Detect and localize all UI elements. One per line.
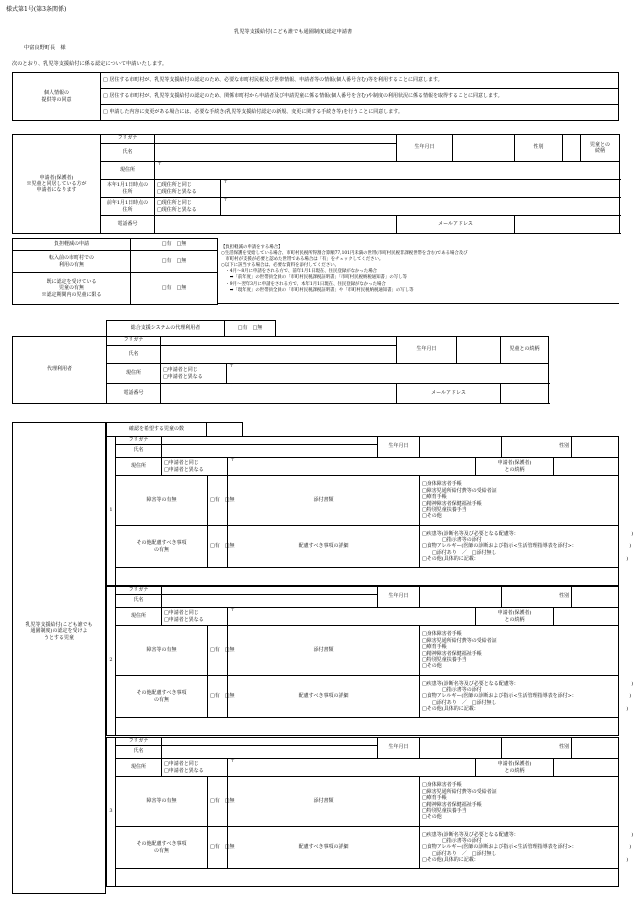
child-disability-label: 障害等の有無 (116, 626, 208, 676)
applicant-address-label: 現住所 (101, 162, 155, 180)
burden-label: 負担軽減の申請 (13, 239, 131, 251)
child-address-label: 現住所 (116, 458, 162, 476)
agent-name-label: 氏名 (107, 346, 161, 364)
child-address-choice[interactable]: □申請者と同じ □申請者と異なる (162, 608, 228, 626)
child-relation-label: 申請者(保護者) との続柄 (476, 608, 554, 626)
cert-choice[interactable]: □有 □無 (131, 273, 218, 305)
applicant-furigana-field[interactable] (155, 135, 397, 144)
child-disability-choice[interactable]: □有 □無 (208, 476, 228, 526)
moved-label: 転入前の市町村での 利用の有無 (13, 251, 131, 273)
agent-system-table (106, 320, 276, 337)
child-count-table (106, 422, 243, 437)
child-care-detail-label: 配慮すべき事項の詳細 (228, 827, 420, 869)
child-care-choice[interactable]: □有 □無 (208, 526, 228, 568)
child-block-3 (106, 737, 633, 887)
jan1-prev-address[interactable]: 〒 (221, 198, 620, 216)
child-furigana-field[interactable] (162, 587, 378, 595)
child-spacer (116, 718, 619, 736)
agent-email-field[interactable] (501, 384, 549, 404)
jan1-prev-choice[interactable]: □現住所と同じ □現住所と異なる (155, 198, 221, 216)
agent-relation-label: 児童との続柄 (501, 337, 549, 364)
child-address-choice[interactable]: □申請者と同じ □申請者と異なる (162, 759, 228, 777)
consent-item-2[interactable]: □ 居住する市町村が、乳児等支援給付の認定のため、関係市町村から申請者及び申請児童に係る情報(個人番号を含む)や制度の利用状況に係る情報を取得することに同意します。 (101, 89, 619, 105)
child-address-label: 現住所 (116, 759, 162, 777)
applicant-email-label: メールアドレス (397, 216, 515, 234)
child-name-field[interactable] (162, 445, 378, 458)
child-care-detail[interactable]: □疾患等(診断名等及び必要となる配慮等： ) □指示書等の添付 □食物アレルギー(医師の診断および指示<生活管理指導表を添付>： ) □添付あり ／ □添付無し □その他(具体的に記載： ) (420, 526, 619, 568)
applicant-address-field[interactable]: 〒 (155, 162, 620, 180)
cert-label: 既に認定を受けている 児童の有無 ※認定期間内の児童に限る (13, 273, 131, 305)
agent-phone-field[interactable] (161, 384, 397, 404)
form-number: 様式第1号(第3条関係) (6, 6, 67, 13)
child-name-field[interactable] (162, 746, 378, 759)
child-care-label: その他配慮すべき事項 の有無 (116, 827, 208, 869)
child-care-detail[interactable]: □疾患等(診断名等及び必要となる配慮等： ) □指示書等の添付 □食物アレルギー(医師の診断および指示<生活管理指導表を添付>： ) □添付あり ／ □添付無し □その他(具体的に記載： ) (420, 827, 619, 869)
child-spacer (116, 869, 619, 887)
child-relation-field[interactable] (554, 458, 619, 476)
children-label-box (12, 422, 106, 894)
child-birth-field[interactable] (420, 437, 502, 458)
agent-email-label: メールアドレス (397, 384, 501, 404)
agent-address-choice[interactable]: □申請者と同じ □申請者と異なる (161, 364, 227, 384)
child-furigana-label: フリガナ (116, 437, 162, 445)
child-relation-field[interactable] (554, 608, 619, 626)
applicant-name-field[interactable] (155, 144, 397, 162)
child-gender-label: 性別 (502, 738, 572, 759)
child-furigana-field[interactable] (162, 437, 378, 445)
agent-birth-field[interactable] (457, 337, 501, 364)
child-documents-label: 添付書類 (228, 476, 420, 526)
child-furigana-label: フリガナ (116, 587, 162, 595)
child-documents-label: 添付書類 (228, 626, 420, 676)
jan1-this-choice[interactable]: □現住所と同じ □現住所と異なる (155, 180, 221, 198)
child-disability-choice[interactable]: □有 □無 (208, 777, 228, 827)
agent-phone-label: 電話番号 (107, 384, 161, 404)
child-gender-field[interactable] (572, 587, 619, 608)
child-documents-list[interactable]: □身体障害者手帳 □障害児通所給付費等の受給者証 □療育手帳 □精神障害者保健福祉手帳 □特別児童扶養手当 □その他 (420, 626, 619, 676)
agent-system-label: 総合支援システムの代理利用者 (107, 321, 225, 337)
child-documents-list[interactable]: □身体障害者手帳 □障害児通所給付費等の受給者証 □療育手帳 □精神障害者保健福祉手帳 □特別児童扶養手当 □その他 (420, 777, 619, 827)
applicant-phone-label: 電話番号 (101, 216, 155, 234)
child-block-2 (106, 586, 633, 736)
child-disability-label: 障害等の有無 (116, 777, 208, 827)
child-number: 2 (107, 587, 116, 736)
child-number: 1 (107, 437, 116, 586)
child-address-field[interactable]: 〒 (228, 759, 476, 777)
child-care-label: その他配慮すべき事項 の有無 (116, 676, 208, 718)
child-birth-label: 生年月日 (378, 437, 420, 458)
child-spacer (116, 568, 619, 586)
child-birth-label: 生年月日 (378, 738, 420, 759)
child-documents-list[interactable]: □身体障害者手帳 □障害児通所給付費等の受給者証 □療育手帳 □精神障害者保健福祉手帳 □特別児童扶養手当 □その他 (420, 476, 619, 526)
child-care-choice[interactable]: □有 □無 (208, 827, 228, 869)
child-address-field[interactable]: 〒 (228, 458, 476, 476)
consent-table (12, 72, 619, 121)
consent-label: 個人情報の 提供等の同意 (13, 73, 101, 121)
applicant-relation-label: 児童との 続柄 (581, 135, 620, 162)
child-birth-field[interactable] (420, 738, 502, 759)
page-title: 乳児等支援給付(こども誰でも通園制度)認定申請書 (234, 29, 353, 35)
agent-furigana-field[interactable] (161, 337, 397, 346)
jan1-this-label: 本年1月1日時点の 住所 (101, 180, 155, 198)
child-care-detail-label: 配慮すべき事項の詳細 (228, 526, 420, 568)
agent-system-choice[interactable]: □有 □無 (225, 321, 276, 337)
consent-item-1[interactable]: □ 居住する市町村が、乳児等支援給付の認定のため、必要な市町村民税及び世帯情報、申請者等の情報(個人番号含む)等を利用することに同意します。 (101, 73, 619, 89)
applicant-name-label: 氏名 (101, 144, 155, 162)
applicant-gender-field[interactable] (563, 135, 581, 162)
consent-item-3[interactable]: □ 申請した内容に変更がある場合には、必要な手続き(乳児等支援給付認定の新規、変更に関する手続き等)を行うことに同意します。 (101, 105, 619, 121)
jan1-prev-label: 前年1月1日時点の 住所 (101, 198, 155, 216)
applicant-table (12, 134, 620, 234)
child-birth-label: 生年月日 (378, 587, 420, 608)
applicant-birth-label: 生年月日 (397, 135, 453, 162)
child-name-label: 氏名 (116, 746, 162, 759)
child-care-detail[interactable]: □疾患等(診断名等及び必要となる配慮等： ) □指示書等の添付 □食物アレルギー(医師の診断および指示<生活管理指導表を添付>： ) □添付あり ／ □添付無し □その他(具体的に記載： ) (420, 676, 619, 718)
child-name-field[interactable] (162, 595, 378, 608)
child-gender-label: 性別 (502, 437, 572, 458)
agent-address-label: 現住所 (107, 364, 161, 384)
moved-choice[interactable]: □有 □無 (131, 251, 218, 273)
child-number: 3 (107, 738, 116, 887)
jan1-this-address[interactable]: 〒 (221, 180, 620, 198)
child-furigana-label: フリガナ (116, 738, 162, 746)
child-birth-field[interactable] (420, 587, 502, 608)
children-label: 乳児等支援給付(こども誰でも 通園制度)の認定を受けよ うとする児童 (25, 622, 93, 641)
agent-birth-label: 生年月日 (397, 337, 457, 364)
agent-address-field[interactable]: 〒 (227, 364, 549, 384)
child-name-label: 氏名 (116, 445, 162, 458)
child-count-field[interactable] (207, 423, 243, 437)
child-documents-label: 添付書類 (228, 777, 420, 827)
agent-name-field[interactable] (161, 346, 397, 364)
applicant-label: 申請者(保護者) ※児童と同居している方が 申請者になります (13, 135, 101, 234)
applicant-furigana-label: フリガナ (101, 135, 155, 144)
child-block-1 (106, 436, 633, 586)
child-address-choice[interactable]: □申請者と同じ □申請者と異なる (162, 458, 228, 476)
child-relation-label: 申請者(保護者) との続柄 (476, 458, 554, 476)
agent-furigana-label: フリガナ (107, 337, 161, 346)
child-care-detail-label: 配慮すべき事項の詳細 (228, 676, 420, 718)
applicant-phone-field[interactable] (155, 216, 397, 234)
child-gender-label: 性別 (502, 587, 572, 608)
burden-table (12, 238, 218, 305)
child-care-choice[interactable]: □有 □無 (208, 676, 228, 718)
child-relation-field[interactable] (554, 759, 619, 777)
child-disability-choice[interactable]: □有 □無 (208, 626, 228, 676)
applicant-email-field[interactable] (515, 216, 620, 234)
burden-choice[interactable]: □有 □無 (131, 239, 218, 251)
child-furigana-field[interactable] (162, 738, 378, 746)
child-disability-label: 障害等の有無 (116, 476, 208, 526)
child-relation-label: 申請者(保護者) との続柄 (476, 759, 554, 777)
burden-notes: 【負担軽減の申請をする場合】 ○生活保護を受給している場合、市町村民税所得割合算額77,101円未満の世帯(市町村民税非課税世帯を含む)である場合及び 市町村が支援が必要と認めた世帯である場合は「有」をチェックしてください。 ○以下に該当する場合は、必要な資料を添付してください。 ・4月～8月に申請をされる方で、前年1月1日現在、住民登録がなかった場合 ➡「前年度」の世帯員全員の「市町村民税課税証明書」「市町村民税納税通知書」の写し等 ・9月～翌年3月に申請をされる方で、本年1月1日現在、住民登録がなかった場合 ➡「現年度」の世帯員全員の「市町村民税課税証明書」や「市町村民税納税通知書」の写し等 (221, 245, 468, 293)
child-gender-field[interactable] (572, 738, 619, 759)
child-gender-field[interactable] (572, 437, 619, 458)
child-address-field[interactable]: 〒 (228, 608, 476, 626)
applicant-gender-label: 性別 (515, 135, 563, 162)
child-care-label: その他配慮すべき事項 の有無 (116, 526, 208, 568)
applicant-birth-field[interactable] (453, 135, 515, 162)
addressee: 中富良野町長 様 (24, 45, 66, 51)
child-name-label: 氏名 (116, 595, 162, 608)
child-count-label: 確認を希望する児童の数 (107, 423, 207, 437)
agent-table (12, 336, 549, 404)
child-address-label: 現住所 (116, 608, 162, 626)
agent-label: 代理利用者 (13, 337, 107, 404)
intro-text: 次のとおり、乳児等支援給付に係る認定について申請いたします。 (12, 61, 168, 67)
